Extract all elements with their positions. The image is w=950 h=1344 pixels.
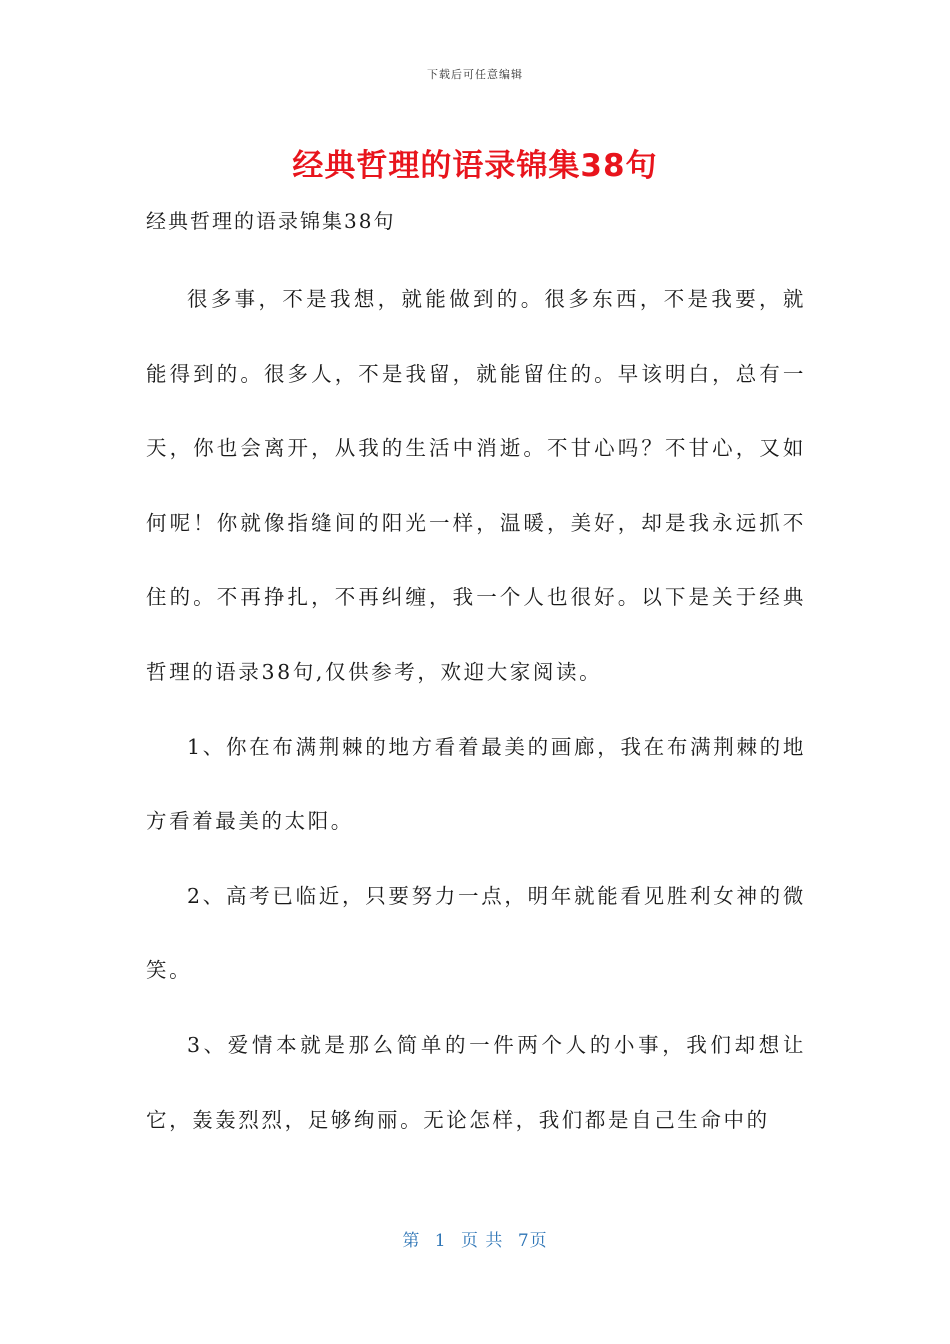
total-pages: 7页 bbox=[517, 1231, 548, 1251]
intro-paragraph: 很多事，不是我想，就能做到的。很多东西，不是我要，就能得到的。很多人，不是我留，就能留住的。早该明白，总有一天，你也会离开，从我的生活中消逝。不甘心吗？不甘心，又如何呢！你就像指缝间的阳光一样，温暖，美好，却是我永远抓不住的。不再挣扎，不再纠缠，我一个人也很好。以下是关于经典哲理的语录38句,仅供参考，欢迎大家阅读。 bbox=[146, 287, 806, 684]
document-subtitle: 经典哲理的语录锦集38句 bbox=[146, 209, 396, 233]
document-body bbox=[146, 262, 806, 1157]
footer-prefix: 第 bbox=[402, 1231, 421, 1251]
page-footer bbox=[0, 1226, 950, 1251]
current-page-number: 1 bbox=[434, 1231, 447, 1251]
quote-paragraph-1: 1、你在布满荆棘的地方看着最美的画廊，我在布满荆棘的地方看着最美的太阳。 bbox=[146, 734, 806, 834]
quote-paragraph-3: 3、爱情本就是那么简单的一件两个人的小事，我们却想让它，轰轰烈烈，足够绚丽。无论怎样，我们都是自己生命中的 bbox=[146, 1032, 806, 1132]
header-note: 下载后可任意编辑 bbox=[427, 68, 523, 81]
footer-middle: 页 共 bbox=[461, 1231, 504, 1251]
quote-paragraph-2: 2、高考已临近，只要努力一点，明年就能看见胜利女神的微笑。 bbox=[146, 883, 806, 983]
document-title: 经典哲理的语录锦集38句 bbox=[292, 148, 658, 184]
